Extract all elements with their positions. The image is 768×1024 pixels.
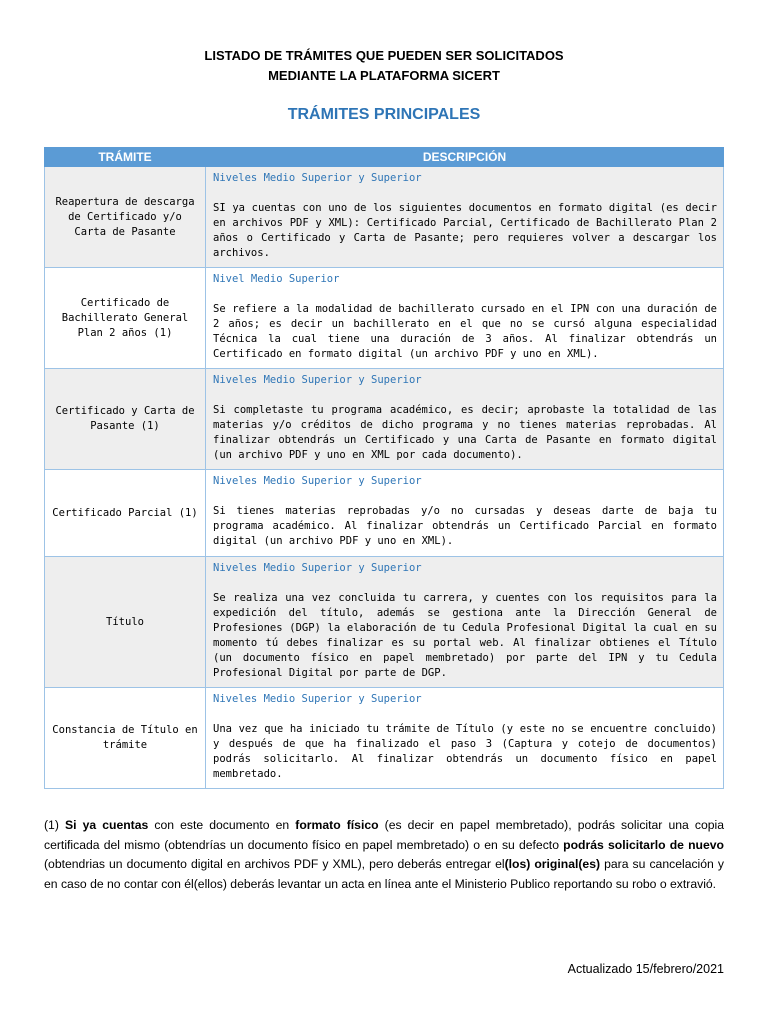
procedure-level: Niveles Medio Superior y Superior — [213, 172, 422, 184]
updated-date: Actualizado 15/febrero/2021 — [567, 962, 724, 976]
procedure-text: Se refiere a la modalidad de bachillerato cursado en el IPN con una duración de 2 años; es decir un bachillerato en el que no se cursó alguna especialidad Técnica la cual tiene una duración de 3 años. Al finalizar obtendrás un Certificado en formato digital (un archivo PDF y uno en XML). — [213, 303, 717, 360]
procedure-level: Niveles Medio Superior y Superior — [213, 374, 422, 386]
footnote-text: con este documento en — [148, 818, 296, 832]
footnote — [44, 816, 724, 894]
procedure-description — [206, 167, 724, 268]
footnote-bold: (los) original(es) — [504, 857, 601, 871]
footnote-text: (1) — [44, 818, 65, 832]
footnote-bold: Si ya cuentas — [64, 818, 149, 832]
procedure-description — [206, 268, 724, 369]
procedure-level: Nivel Medio Superior — [213, 273, 340, 285]
footnote-bold: podrás solicitarlo de nuevo — [563, 837, 724, 852]
column-header-descripcion: DESCRIPCIÓN — [206, 148, 724, 167]
table-row — [45, 268, 724, 369]
procedure-description — [206, 557, 724, 688]
section-title: TRÁMITES PRINCIPALES — [287, 106, 481, 123]
procedure-text: Se realiza una vez concluida tu carrera, y cuentes con los requisitos para la expedición del título, además se gestiona ante la Dirección General de Profesiones (DGP) la elaboración de tu Cedula Profesional Digital la cual en su momento tú debes finalizar es su portal web. Al finalizar obtienes el Título (un documento físico en papel membretado) por parte del IPN y tu Cedula Profesional Digital por parte de DGP. — [213, 592, 717, 679]
document-title-line-2: MEDIANTE LA PLATAFORMA SICERT — [268, 68, 500, 83]
procedure-text: Si completaste tu programa académico, es decir; aprobaste la totalidad de las materias y/o créditos de dicho programa y no tienes materias reprobadas. Al finalizar obtendrás un Certificado y una Carta de Pasante en formato digital (un archivo PDF y uno en XML por cada documento). — [213, 404, 717, 461]
procedure-text: Si tienes materias reprobadas y/o no cursadas y deseas darte de baja tu programa académico. Al finalizar obtendrás un Certificado Parcial en formato digital (un archivo PDF y uno en XML). — [213, 505, 717, 547]
procedure-level: Niveles Medio Superior y Superior — [213, 693, 422, 705]
procedure-level: Niveles Medio Superior y Superior — [213, 562, 422, 574]
table-row — [45, 167, 724, 268]
procedure-text: Una vez que ha iniciado tu trámite de Título (y este no se encuentre concluido) y después de que ha finalizado el paso 3 (Captura y cotejo de documentos) podrás solicitarlo. Al finalizar obtendrás un documento físico en papel membretado. — [213, 723, 717, 780]
procedure-name: Certificado y Carta de Pasante (1) — [45, 369, 206, 470]
document-title-line-1: LISTADO DE TRÁMITES QUE PUEDEN SER SOLICITADOS — [204, 48, 564, 63]
table-row — [45, 369, 724, 470]
procedure-description — [206, 470, 724, 557]
table-row — [45, 688, 724, 789]
table-row — [45, 470, 724, 557]
procedure-text: SI ya cuentas con uno de los siguientes documentos en formato digital (es decir en archivos PDF y XML): Certificado Parcial, Certificado de Bachillerato Plan 2 años o Certificado y Carta de Pasante; pero requieres volver a descargar los archivos. — [213, 202, 717, 259]
footnote-bold: formato físico — [295, 818, 379, 832]
procedure-name: Título — [45, 557, 206, 688]
procedure-description — [206, 688, 724, 789]
table-header-row — [45, 148, 724, 167]
column-header-tramite: TRÁMITE — [45, 148, 206, 167]
footnote-text: (obtendrias un documento digital en archivos PDF y XML), pero deberás entregar el — [44, 857, 505, 871]
procedure-name: Reapertura de descarga de Certificado y/o Carta de Pasante — [45, 167, 206, 268]
footnote-text: (es decir en papel membretado), podrás solicitar una copia certificada del mismo (obtendrías un documento físico en papel membretado) o en su defecto — [44, 818, 724, 852]
procedure-name: Certificado de Bachillerato General Plan 2 años (1) — [45, 268, 206, 369]
table-row — [45, 557, 724, 688]
procedure-level: Niveles Medio Superior y Superior — [213, 475, 422, 487]
footnote-text: para su cancelación y en caso de no contar con él(ellos) deberás levantar un acta en línea ante el Ministerio Publico reportando su robo o extravió. — [44, 857, 724, 891]
procedures-table — [44, 147, 724, 789]
procedure-name: Certificado Parcial (1) — [45, 470, 206, 557]
procedure-description — [206, 369, 724, 470]
procedure-name: Constancia de Título en trámite — [45, 688, 206, 789]
